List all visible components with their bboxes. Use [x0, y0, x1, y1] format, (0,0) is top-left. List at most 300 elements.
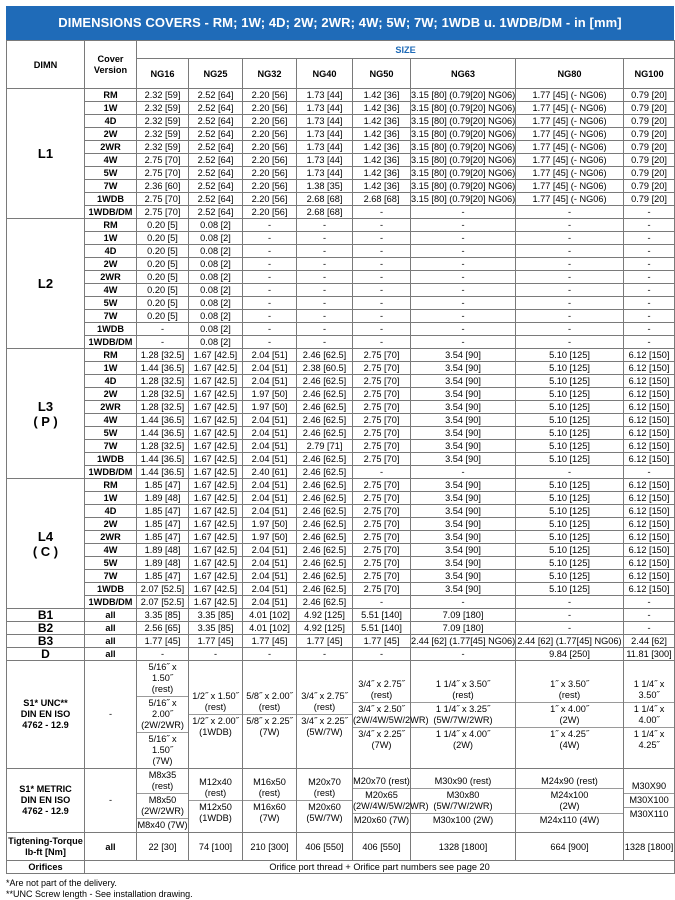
- screw-spec: M16x60 (7W): [243, 800, 296, 825]
- screw-cell: [297, 769, 353, 833]
- table-body: [7, 89, 675, 874]
- value-cell: 2.46 [62.5]: [297, 531, 353, 544]
- cover-version: 4W: [85, 414, 137, 427]
- size-header: SIZE: [137, 41, 675, 59]
- value-cell: 6.12 [150]: [624, 518, 675, 531]
- screw-spec: 3/4˝ x 2.50˝ (2W/4W/5W/2WR): [353, 703, 429, 725]
- value-cell: 0.79 [20]: [624, 180, 675, 193]
- value-cell: 1.44 [36.5]: [137, 466, 189, 479]
- value-cell: -: [516, 310, 624, 323]
- value-cell: 2.46 [62.5]: [297, 492, 353, 505]
- value-cell: 1.77 [45]: [353, 635, 411, 648]
- value-cell: -: [516, 271, 624, 284]
- value-cell: -: [411, 596, 516, 609]
- screw-spec: M30X110: [624, 807, 674, 821]
- value-cell: -: [243, 297, 297, 310]
- screw-cell: [516, 661, 624, 769]
- torque-cell: 210 [300]: [243, 833, 297, 861]
- value-cell: -: [411, 297, 516, 310]
- value-cell: 1.67 [42.5]: [189, 349, 243, 362]
- value-cell: -: [624, 271, 675, 284]
- table-row: [7, 596, 675, 609]
- screw-spec: 1˝ x 3.50˝ (rest): [550, 678, 589, 700]
- value-cell: 6.12 [150]: [624, 362, 675, 375]
- cover-version: 1W: [85, 232, 137, 245]
- value-cell: 6.12 [150]: [624, 544, 675, 557]
- value-cell: 2.36 [60]: [137, 180, 189, 193]
- value-cell: 1.77 [45] (- NG06): [516, 193, 624, 206]
- value-cell: 5.10 [125]: [516, 583, 624, 596]
- screw-spec: 1 1/4˝ x 3.25˝ (5W/7W/2WR): [411, 702, 515, 727]
- value-cell: -: [516, 284, 624, 297]
- screw-spec: M20x60 (7W): [353, 814, 410, 825]
- table-row: [7, 401, 675, 414]
- value-cell: 1.85 [47]: [137, 570, 189, 583]
- table-row: [7, 518, 675, 531]
- value-cell: -: [297, 284, 353, 297]
- value-cell: 2.75 [70]: [137, 206, 189, 219]
- value-cell: -: [516, 232, 624, 245]
- value-cell: -: [137, 648, 189, 661]
- screw-spec: 1˝ x 4.00˝ (2W): [516, 702, 623, 727]
- cover-version: 5W: [85, 557, 137, 570]
- dimension-label: B2: [7, 622, 85, 635]
- orifices-text: Orifice port thread + Orifice part numbers see page 20: [85, 861, 675, 874]
- screw-spec: M8x50 (2W/2WR): [137, 793, 188, 818]
- cover-version: 1W: [85, 362, 137, 375]
- value-cell: -: [624, 466, 675, 479]
- screw-spec: 1/2˝ x 2.00˝ (1WDB): [189, 714, 242, 739]
- size-ng50: NG50: [353, 59, 411, 89]
- value-cell: 0.08 [2]: [189, 258, 243, 271]
- torque-cell: 1328 [1800]: [624, 833, 675, 861]
- dimensions-table: [6, 40, 675, 874]
- value-cell: 2.75 [70]: [353, 557, 411, 570]
- value-cell: 2.04 [51]: [243, 440, 297, 453]
- value-cell: 6.12 [150]: [624, 375, 675, 388]
- table-row: [7, 583, 675, 596]
- value-cell: 0.08 [2]: [189, 219, 243, 232]
- value-cell: 2.75 [70]: [353, 414, 411, 427]
- value-cell: 1.85 [47]: [137, 505, 189, 518]
- value-cell: 0.08 [2]: [189, 336, 243, 349]
- screw-spec: M24x90 (rest): [541, 775, 598, 786]
- value-cell: 5.10 [125]: [516, 388, 624, 401]
- footnote-unc: **UNC Screw length - See installation drawing.: [6, 889, 193, 899]
- value-cell: 2.79 [71]: [297, 440, 353, 453]
- value-cell: 2.04 [51]: [243, 557, 297, 570]
- value-cell: -: [297, 323, 353, 336]
- unc-label: S1* UNC** DIN EN ISO 4762 - 12.9: [7, 661, 85, 769]
- value-cell: 2.75 [70]: [353, 544, 411, 557]
- value-cell: 2.32 [59]: [137, 128, 189, 141]
- cover-version: 5W: [85, 167, 137, 180]
- value-cell: 2.04 [51]: [243, 427, 297, 440]
- value-cell: 3.15 [80] (0.79[20] NG06): [411, 168, 516, 178]
- value-cell: 2.68 [68]: [353, 193, 411, 206]
- cover-version: 1WDB: [85, 193, 137, 206]
- value-cell: 1.97 [50]: [243, 531, 297, 544]
- value-cell: 1.67 [42.5]: [189, 453, 243, 466]
- table-row: [7, 479, 675, 492]
- value-cell: 3.15 [80] (0.79[20] NG06): [411, 103, 516, 113]
- value-cell: 5.10 [125]: [516, 518, 624, 531]
- table-row: [7, 154, 675, 167]
- table-row: [7, 336, 675, 349]
- cover-version: 2WR: [85, 271, 137, 284]
- cover-version: 7W: [85, 570, 137, 583]
- cover-version: 2W: [85, 388, 137, 401]
- table-row: [7, 232, 675, 245]
- value-cell: 0.79 [20]: [624, 128, 675, 141]
- cover-version: all: [85, 635, 137, 648]
- table-row: [7, 492, 675, 505]
- value-cell: 1.77 [45]: [297, 635, 353, 648]
- screw-spec: M30X90: [631, 781, 667, 791]
- cover-version: 4D: [85, 505, 137, 518]
- value-cell: 2.46 [62.5]: [297, 453, 353, 466]
- table-row: [7, 323, 675, 336]
- screw-spec: 5/16˝ x 1.50˝ (7W): [137, 732, 188, 768]
- screw-spec: M24x110 (4W): [516, 813, 623, 827]
- size-ng40: NG40: [297, 59, 353, 89]
- value-cell: 2.52 [64]: [189, 141, 243, 154]
- value-cell: 1.85 [47]: [137, 518, 189, 531]
- value-cell: 2.20 [56]: [243, 89, 297, 102]
- value-cell: 3.15 [80] (0.79[20] NG06): [411, 129, 516, 139]
- table-row: [7, 388, 675, 401]
- cover-version: RM: [85, 219, 137, 232]
- value-cell: 2.44 [62] (1.77[45] NG06): [411, 636, 516, 646]
- value-cell: 1.67 [42.5]: [189, 375, 243, 388]
- value-cell: 6.12 [150]: [624, 531, 675, 544]
- value-cell: 2.20 [56]: [243, 102, 297, 115]
- value-cell: 2.52 [64]: [189, 180, 243, 193]
- table-row: [7, 310, 675, 323]
- table-row: [7, 466, 675, 479]
- value-cell: 1.85 [47]: [137, 531, 189, 544]
- value-cell: -: [411, 336, 516, 349]
- value-cell: 3.54 [90]: [411, 440, 516, 453]
- value-cell: -: [624, 310, 675, 323]
- value-cell: 1.97 [50]: [243, 518, 297, 531]
- value-cell: 6.12 [150]: [624, 583, 675, 596]
- value-cell: -: [624, 297, 675, 310]
- value-cell: 5.10 [125]: [516, 492, 624, 505]
- torque-row: [7, 833, 675, 861]
- value-cell: 2.75 [70]: [353, 401, 411, 414]
- value-cell: -: [516, 609, 624, 622]
- value-cell: -: [353, 466, 411, 479]
- value-cell: -: [516, 336, 624, 349]
- value-cell: -: [624, 323, 675, 336]
- screw-spec: 3/4˝ x 2.75˝ (rest): [301, 691, 348, 712]
- value-cell: 3.54 [90]: [411, 388, 516, 401]
- cover-version: 7W: [85, 180, 137, 193]
- value-cell: 1.67 [42.5]: [189, 440, 243, 453]
- value-cell: 1.28 [32.5]: [137, 375, 189, 388]
- cover-version: 1WDB/DM: [85, 466, 137, 479]
- unc-row: [7, 661, 675, 769]
- value-cell: 0.20 [5]: [137, 284, 189, 297]
- value-cell: 2.46 [62.5]: [297, 505, 353, 518]
- table-row: [7, 141, 675, 154]
- table-row: [7, 102, 675, 115]
- screw-spec: M30X100: [624, 793, 674, 807]
- value-cell: 1.44 [36.5]: [137, 362, 189, 375]
- table-row: [7, 622, 675, 635]
- value-cell: 2.75 [70]: [137, 167, 189, 180]
- value-cell: 5.10 [125]: [516, 362, 624, 375]
- value-cell: 2.46 [62.5]: [297, 479, 353, 492]
- value-cell: 2.75 [70]: [353, 388, 411, 401]
- value-cell: 2.52 [64]: [189, 115, 243, 128]
- value-cell: -: [353, 232, 411, 245]
- value-cell: 0.20 [5]: [137, 258, 189, 271]
- value-cell: 6.12 [150]: [624, 453, 675, 466]
- value-cell: 5.10 [125]: [516, 427, 624, 440]
- value-cell: 5.10 [125]: [516, 544, 624, 557]
- value-cell: 1.44 [36.5]: [137, 414, 189, 427]
- table-row: [7, 271, 675, 284]
- table-row: [7, 375, 675, 388]
- screw-spec: 1 1/4˝ x 3.50˝ (rest): [435, 678, 491, 700]
- value-cell: -: [516, 245, 624, 258]
- screw-spec: M16x50 (rest): [253, 777, 286, 798]
- value-cell: -: [411, 310, 516, 323]
- value-cell: 6.12 [150]: [624, 440, 675, 453]
- value-cell: 2.68 [68]: [297, 206, 353, 219]
- value-cell: 2.68 [68]: [297, 193, 353, 206]
- table-row: [7, 297, 675, 310]
- value-cell: 2.04 [51]: [243, 362, 297, 375]
- value-cell: 1.67 [42.5]: [189, 388, 243, 401]
- value-cell: 2.07 [52.5]: [137, 596, 189, 609]
- cover-version: 2WR: [85, 531, 137, 544]
- dimensions-sheet: [6, 6, 674, 900]
- screw-spec: 1 1/4˝ x 3.50˝: [633, 678, 665, 700]
- value-cell: 2.46 [62.5]: [297, 414, 353, 427]
- value-cell: 1.28 [32.5]: [137, 440, 189, 453]
- cover-version: 4W: [85, 284, 137, 297]
- dimension-label: L2: [7, 219, 85, 349]
- value-cell: 2.46 [62.5]: [297, 570, 353, 583]
- value-cell: 1.67 [42.5]: [189, 505, 243, 518]
- cover-version: 1WDB: [85, 323, 137, 336]
- cover-version: 1WDB/DM: [85, 206, 137, 219]
- value-cell: 3.15 [80] (0.79[20] NG06): [411, 116, 516, 126]
- value-cell: 2.46 [62.5]: [297, 375, 353, 388]
- value-cell: 1.42 [36]: [353, 128, 411, 141]
- torque-cell: 1328 [1800]: [411, 833, 516, 861]
- value-cell: 2.20 [56]: [243, 128, 297, 141]
- value-cell: 3.54 [90]: [411, 492, 516, 505]
- cover-version: 1WDB: [85, 583, 137, 596]
- torque-cell: 664 [900]: [516, 833, 624, 861]
- table-row: [7, 531, 675, 544]
- screw-cell: [137, 769, 189, 833]
- screw-cell: [243, 661, 297, 769]
- value-cell: -: [411, 219, 516, 232]
- value-cell: 1.77 [45]: [243, 635, 297, 648]
- cover-version: all: [85, 609, 137, 622]
- table-row: [7, 245, 675, 258]
- footnote-delivery: *Are not part of the delivery.: [6, 878, 117, 888]
- value-cell: 2.32 [59]: [137, 89, 189, 102]
- value-cell: 5.10 [125]: [516, 505, 624, 518]
- value-cell: -: [516, 258, 624, 271]
- table-row: [7, 544, 675, 557]
- value-cell: 1.85 [47]: [137, 479, 189, 492]
- screw-cell: [243, 769, 297, 833]
- value-cell: 5.10 [125]: [516, 401, 624, 414]
- cover-version: 2WR: [85, 141, 137, 154]
- value-cell: 2.75 [70]: [353, 362, 411, 375]
- table-row: [7, 284, 675, 297]
- value-cell: 0.08 [2]: [189, 284, 243, 297]
- value-cell: 5.10 [125]: [516, 414, 624, 427]
- value-cell: -: [243, 284, 297, 297]
- value-cell: -: [624, 609, 675, 622]
- value-cell: 0.08 [2]: [189, 271, 243, 284]
- value-cell: -: [624, 336, 675, 349]
- value-cell: 0.79 [20]: [624, 89, 675, 102]
- screw-cell: [624, 769, 675, 833]
- size-ng80: NG80: [516, 59, 624, 89]
- cover-version: 1WDB: [85, 453, 137, 466]
- screw-cell: [137, 661, 189, 769]
- value-cell: 1.42 [36]: [353, 102, 411, 115]
- torque-cell: 406 [550]: [297, 833, 353, 861]
- value-cell: 0.08 [2]: [189, 297, 243, 310]
- value-cell: 1.77 [45] (- NG06): [516, 154, 624, 167]
- torque-cell: 22 [30]: [137, 833, 189, 861]
- dimension-label: D: [7, 648, 85, 661]
- value-cell: 1.97 [50]: [243, 388, 297, 401]
- value-cell: 2.38 [60.5]: [297, 362, 353, 375]
- value-cell: 0.79 [20]: [624, 154, 675, 167]
- footnotes: [6, 878, 674, 900]
- cover-version: 1W: [85, 492, 137, 505]
- value-cell: -: [297, 648, 353, 661]
- table-row: [7, 427, 675, 440]
- value-cell: 1.28 [32.5]: [137, 349, 189, 362]
- value-cell: 3.54 [90]: [411, 375, 516, 388]
- table-title: DIMENSIONS COVERS - RM; 1W; 4D; 2W; 2WR; 4W; 5W; 7W; 1WDB u. 1WDB/DM - in [mm]: [6, 6, 674, 40]
- value-cell: 1.42 [36]: [353, 89, 411, 102]
- screw-spec: M12x50 (1WDB): [189, 800, 242, 825]
- value-cell: 2.20 [56]: [243, 193, 297, 206]
- screw-spec: 1˝ x 4.25˝ (4W): [516, 727, 623, 752]
- value-cell: -: [411, 258, 516, 271]
- value-cell: 5.10 [125]: [516, 375, 624, 388]
- cover-version: 4D: [85, 375, 137, 388]
- size-ng16: NG16: [137, 59, 189, 89]
- value-cell: -: [624, 219, 675, 232]
- table-row: [7, 414, 675, 427]
- value-cell: 2.04 [51]: [243, 583, 297, 596]
- cover-version: 4W: [85, 154, 137, 167]
- value-cell: 1.73 [44]: [297, 141, 353, 154]
- value-cell: 1.73 [44]: [297, 102, 353, 115]
- value-cell: 2.52 [64]: [189, 193, 243, 206]
- value-cell: -: [297, 258, 353, 271]
- value-cell: 0.08 [2]: [189, 310, 243, 323]
- value-cell: 5.10 [125]: [516, 531, 624, 544]
- value-cell: -: [624, 258, 675, 271]
- screw-spec: M30x90 (rest): [434, 775, 492, 786]
- value-cell: 6.12 [150]: [624, 505, 675, 518]
- table-row: [7, 453, 675, 466]
- screw-spec: M30x100 (2W): [411, 813, 515, 827]
- value-cell: 2.32 [59]: [137, 115, 189, 128]
- value-cell: 3.15 [80] (0.79[20] NG06): [411, 181, 516, 191]
- value-cell: -: [353, 648, 411, 661]
- value-cell: 1.67 [42.5]: [189, 570, 243, 583]
- table-row: [7, 505, 675, 518]
- value-cell: 3.54 [90]: [411, 427, 516, 440]
- value-cell: -: [243, 310, 297, 323]
- value-cell: -: [353, 310, 411, 323]
- value-cell: -: [411, 648, 516, 661]
- screw-spec: 5/16˝ x 2.00˝ (2W/2WR): [137, 696, 188, 732]
- value-cell: 2.20 [56]: [243, 115, 297, 128]
- value-cell: -: [624, 206, 675, 219]
- value-cell: 0.79 [20]: [624, 102, 675, 115]
- value-cell: -: [624, 245, 675, 258]
- value-cell: 2.75 [70]: [353, 375, 411, 388]
- value-cell: -: [411, 466, 516, 479]
- table-row: [7, 193, 675, 206]
- value-cell: 1.77 [45] (- NG06): [516, 141, 624, 154]
- value-cell: 3.15 [80] (0.79[20] NG06): [411, 155, 516, 165]
- value-cell: 2.46 [62.5]: [297, 544, 353, 557]
- value-cell: -: [353, 596, 411, 609]
- value-cell: 2.75 [70]: [353, 427, 411, 440]
- value-cell: 2.75 [70]: [353, 349, 411, 362]
- dimn-header: DIMN: [7, 41, 85, 89]
- screw-spec: M20x60 (5W/7W): [297, 800, 352, 825]
- value-cell: 2.44 [62] (1.77[45] NG06): [517, 636, 622, 646]
- value-cell: 2.52 [64]: [189, 102, 243, 115]
- screw-spec: 1 1/4˝ x 4.00˝: [624, 702, 674, 727]
- value-cell: 3.54 [90]: [411, 414, 516, 427]
- value-cell: -: [516, 323, 624, 336]
- value-cell: 1.38 [35]: [297, 180, 353, 193]
- value-cell: -: [516, 297, 624, 310]
- value-cell: 4.01 [102]: [243, 609, 297, 622]
- value-cell: 2.75 [70]: [137, 154, 189, 167]
- value-cell: -: [353, 271, 411, 284]
- value-cell: 2.32 [59]: [137, 102, 189, 115]
- value-cell: 1.97 [50]: [243, 401, 297, 414]
- value-cell: 2.52 [64]: [189, 89, 243, 102]
- screw-spec: 3/4˝ x 2.25˝ (7W): [353, 727, 410, 752]
- value-cell: 0.79 [20]: [624, 115, 675, 128]
- dimension-label: B3: [7, 635, 85, 648]
- value-cell: 1.28 [32.5]: [137, 388, 189, 401]
- cover-version: 4W: [85, 544, 137, 557]
- value-cell: 0.79 [20]: [624, 193, 675, 206]
- value-cell: 3.35 [85]: [189, 622, 243, 635]
- value-cell: 0.08 [2]: [189, 232, 243, 245]
- value-cell: 2.20 [56]: [243, 154, 297, 167]
- value-cell: 1.67 [42.5]: [189, 596, 243, 609]
- value-cell: 3.54 [90]: [411, 453, 516, 466]
- value-cell: -: [353, 245, 411, 258]
- orifices-row: [7, 861, 675, 874]
- value-cell: 1.42 [36]: [353, 154, 411, 167]
